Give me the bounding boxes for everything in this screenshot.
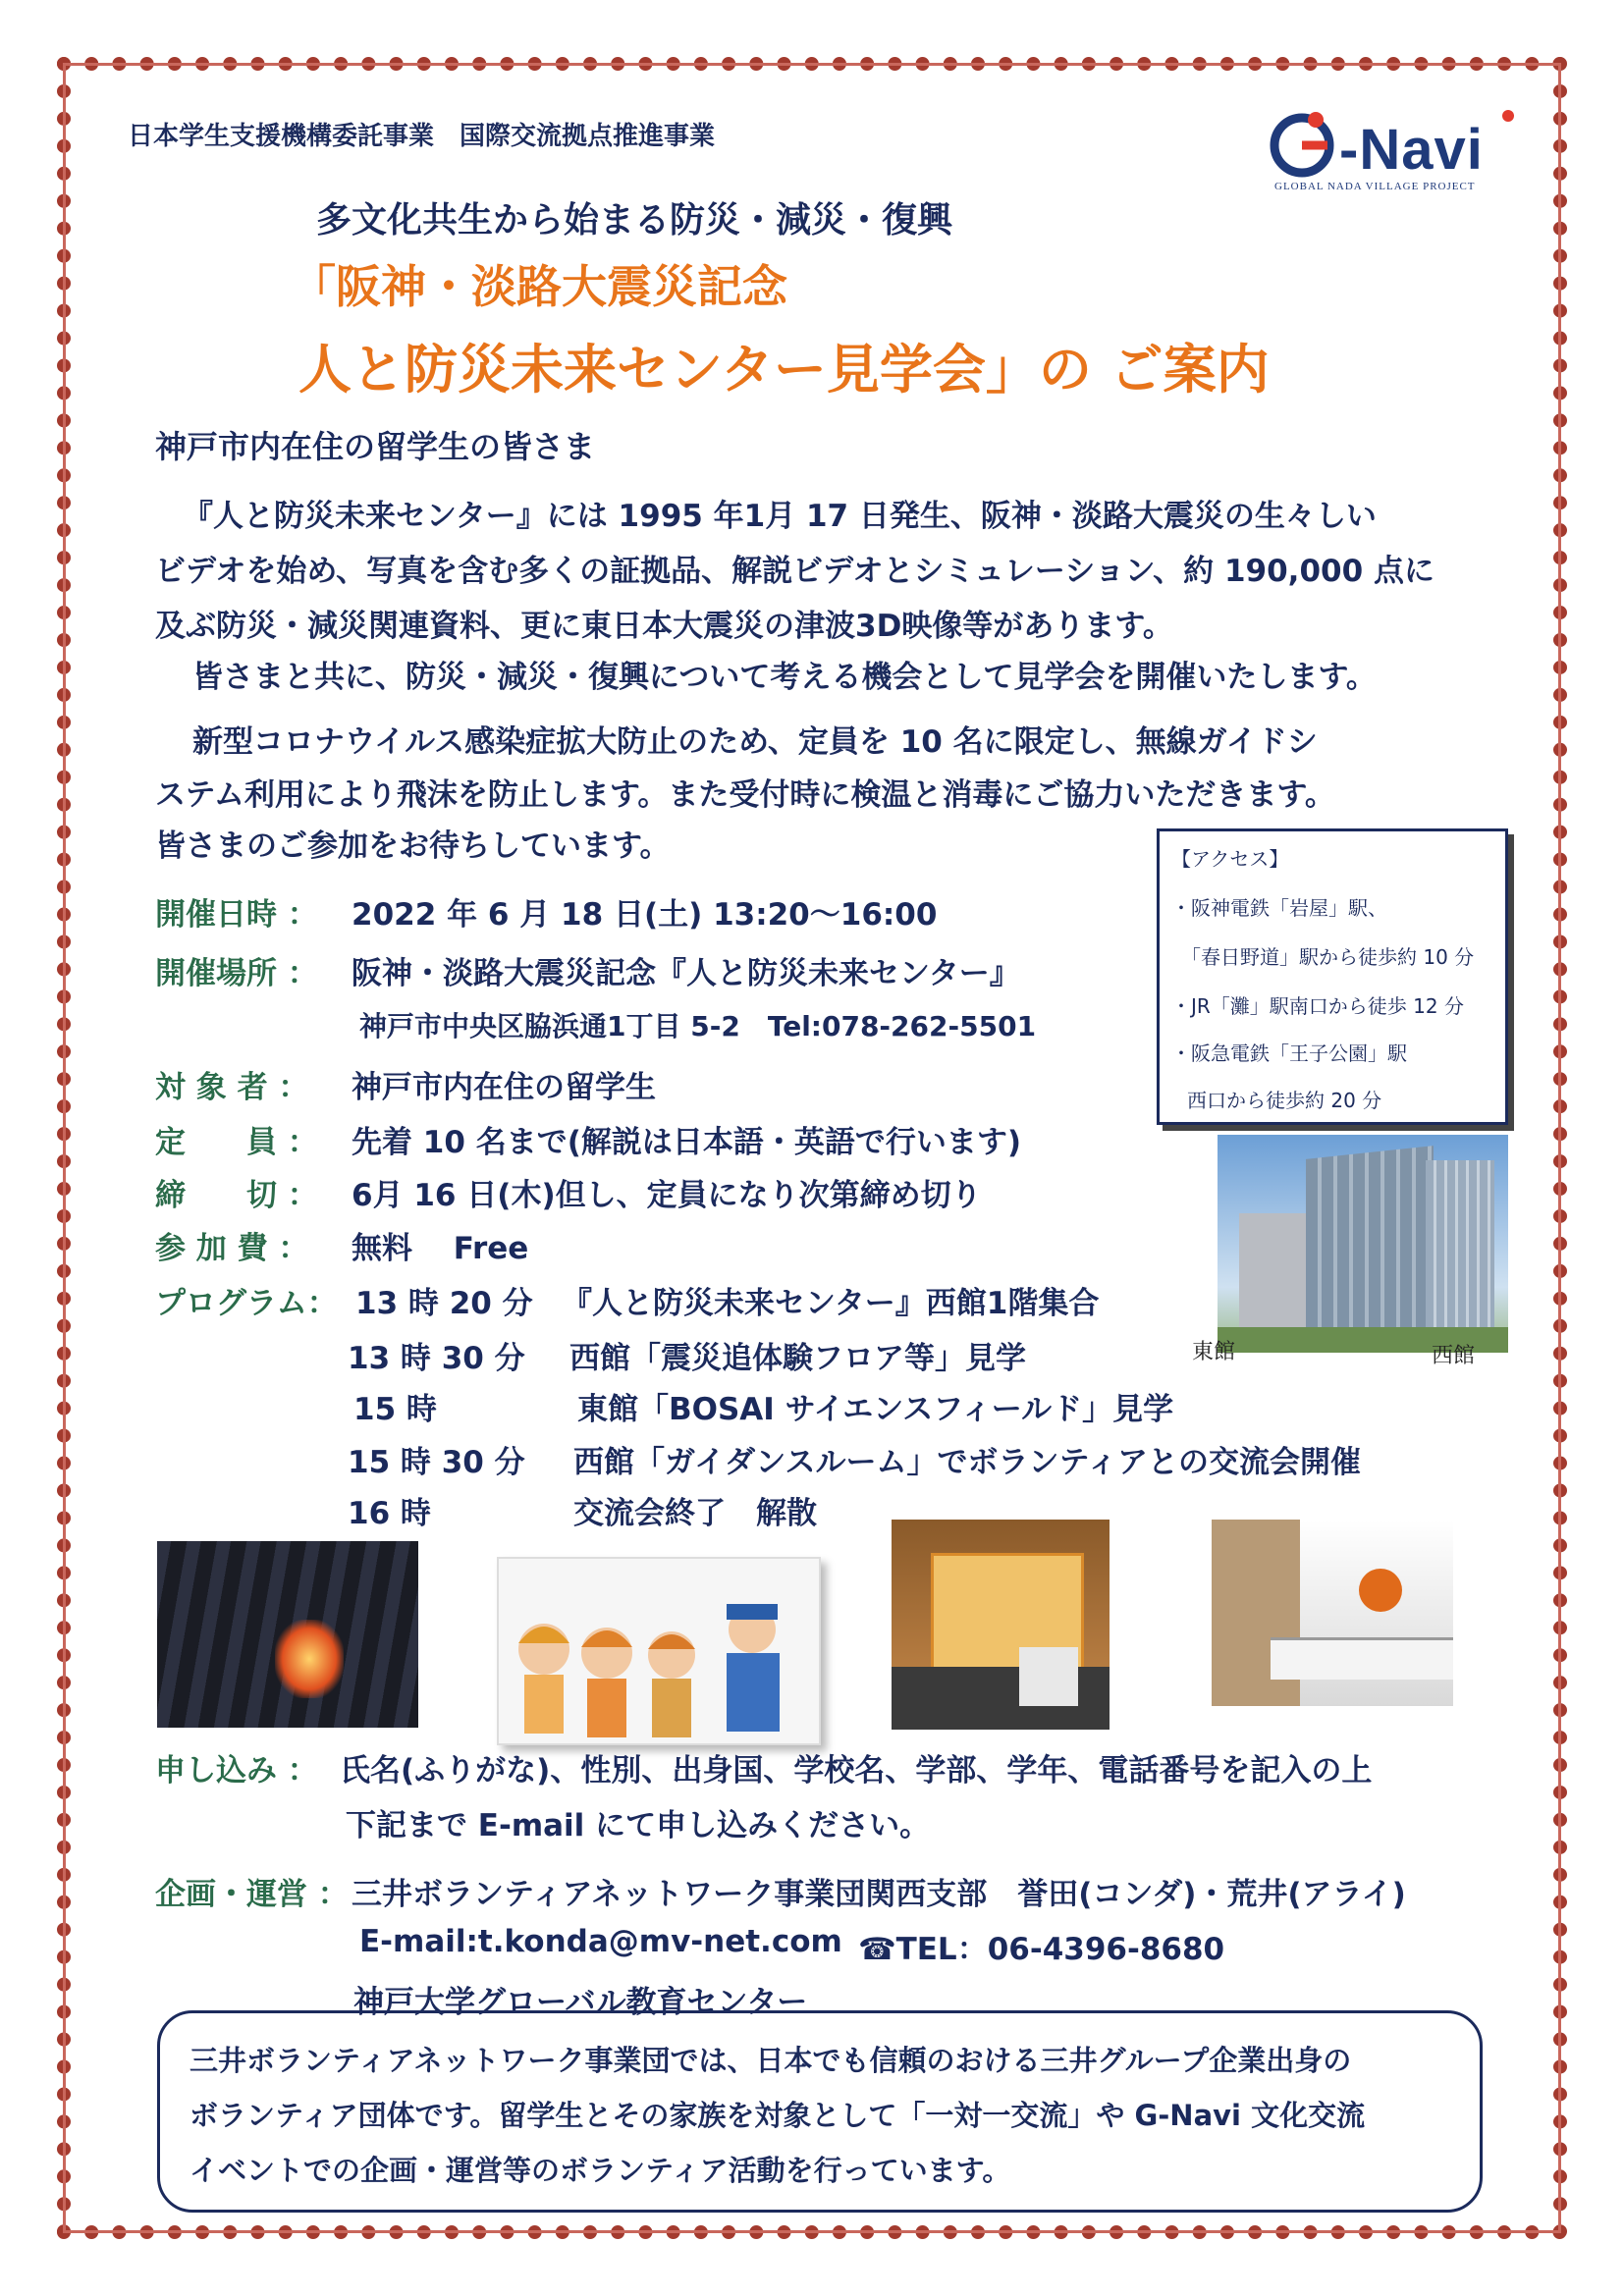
- program-desc: 西館「震災追体験フロア等」見学: [569, 1341, 1026, 1376]
- west-building-label: 西館: [1432, 1344, 1476, 1368]
- program-desc: 西館「ガイダンスルーム」でボランティアとの交流会開催: [573, 1445, 1361, 1480]
- intro-line: 及ぶ防災・減災関連資料、更に東日本大震災の津波3D映像等があります。: [155, 609, 1173, 644]
- program-time: 16 時: [348, 1496, 431, 1531]
- organizer-email[interactable]: E-mail:t.konda@mv-net.com: [359, 1924, 842, 1959]
- intro-line: 『人と防災未来センター』には 1995 年1月 17 日発生、阪神・淡路大震災の生々しい: [183, 499, 1377, 534]
- covid-line: 新型コロナウイルス感染症拡大防止のため、定員を 10 名に限定し、無線ガイドシ: [192, 724, 1318, 760]
- g-navi-logo: [1269, 108, 1532, 196]
- fee-value: 無料 Free: [352, 1231, 529, 1266]
- program-time: 13 時 20 分: [355, 1286, 533, 1321]
- place-address: 神戸市中央区脇浜通1丁目 5-2 Tel:078-262-5501: [359, 1010, 1037, 1042]
- program-desc: 『人と防災未来センター』西館1階集合: [562, 1286, 1100, 1321]
- about-line: 三井ボランティアネットワーク事業団では、日本でも信頼のおける三井グループ企業出身の: [189, 2044, 1352, 2077]
- covid-line: 皆さまのご参加をお待ちしています。: [155, 828, 671, 864]
- application-line: 下記まで E-mail にて申し込みください。: [346, 1808, 931, 1843]
- capacity-value: 先着 10 名まで(解説は日本語・英語で行います): [352, 1125, 1022, 1160]
- organizer-line: 三井ボランティアネットワーク事業団関西支部 誉田(コンダ)・荒井(アライ): [352, 1877, 1406, 1912]
- date-value: 2022 年 6 月 18 日(土) 13:20～16:00: [352, 897, 938, 933]
- east-building-label: 東館: [1192, 1340, 1236, 1364]
- program-time: 15 時: [353, 1392, 437, 1427]
- organizer-line: 神戸大学グローバル教育センター: [353, 1985, 808, 2020]
- program-desc: 交流会終了 解散: [573, 1496, 817, 1531]
- application-line: 氏名(ふりがな)、性別、出身国、学校名、学部、学年、電話番号を記入の上: [340, 1753, 1373, 1789]
- intro-line: 皆さまと共に、防災・減災・復興について考える機会として見学会を開催いたします。: [192, 660, 1377, 695]
- earthquake-reenactment-photo: [157, 1541, 418, 1728]
- access-line: ・阪急電鉄「王子公園」駅: [1171, 1041, 1407, 1065]
- program-time: 15 時 30 分: [348, 1445, 525, 1480]
- target-value: 神戸市内在住の留学生: [352, 1070, 656, 1105]
- access-line: ・阪神電鉄「岩屋」駅、: [1171, 896, 1387, 920]
- title-line-2: 「阪神・淡路大震災記念: [291, 260, 787, 313]
- program-desc: 東館「BOSAI サイエンスフィールド」見学: [577, 1392, 1174, 1427]
- sponsor-line: 日本学生支援機構委託事業 国際交流拠点推進事業: [128, 122, 716, 151]
- gallery-interior-photo: [1212, 1520, 1453, 1706]
- building-photo: [1218, 1135, 1508, 1353]
- place-value: 阪神・淡路大震災記念『人と防災未来センター』: [352, 956, 1020, 991]
- intro-line: ビデオを始め、写真を含む多くの証拠品、解説ビデオとシミュレーション、約 190,000 点に: [155, 554, 1435, 589]
- deadline-value: 6月 16 日(木)但し、定員になり次第締め切り: [352, 1178, 982, 1213]
- capacity-label: 定 員 ：: [155, 1125, 318, 1160]
- exhibit-message-photo: [892, 1520, 1110, 1730]
- logo-mark-icon: [1269, 108, 1526, 179]
- about-line: イベントでの企画・運営等のボランティア活動を行っています。: [189, 2154, 1011, 2187]
- access-line: 「春日野道」駅から徒歩約 10 分: [1181, 945, 1475, 969]
- illustration-people-icon: [497, 1557, 821, 1745]
- access-heading: 【アクセス】: [1171, 847, 1289, 871]
- access-line: 西口から徒歩約 20 分: [1187, 1089, 1382, 1112]
- logo-subtitle: GLOBAL NADA VILLAGE PROJECT: [1274, 181, 1476, 192]
- date-label: 開催日時 ：: [155, 897, 318, 933]
- access-box: [1157, 828, 1508, 1125]
- about-line: ボランティア団体です。留学生とその家族を対象として「一対一交流」や G-Navi 文化交流: [189, 2099, 1366, 2132]
- title-line-1: 多文化共生から始まる防災・減災・復興: [316, 200, 953, 240]
- program-time: 13 時 30 分: [348, 1341, 525, 1376]
- title-line-3: 人と防災未来センター見学会」の ご案内: [298, 339, 1270, 400]
- application-label: 申し込み ：: [155, 1753, 318, 1789]
- svg-text:-Navi: -Navi: [1339, 118, 1484, 179]
- organizer-tel: ☎TEL：06-4396-8680: [858, 1932, 1225, 1967]
- organizer-label: 企画・運営 ：: [155, 1877, 349, 1912]
- covid-line: ステム利用により飛沫を防止します。また受付時に検温と消毒にご協力いただきます。: [155, 777, 1335, 813]
- fee-label: 参 加 費 ：: [155, 1231, 309, 1266]
- program-label: プログラム：: [155, 1286, 338, 1321]
- deadline-label: 締 切 ：: [155, 1178, 318, 1213]
- access-line: ・JR「灘」駅南口から徒歩 12 分: [1171, 994, 1464, 1018]
- about-box: [157, 2010, 1483, 2213]
- place-label: 開催場所 ：: [155, 956, 318, 991]
- greeting: 神戸市内在住の留学生の皆さま: [155, 428, 596, 465]
- target-label: 対 象 者 ：: [155, 1070, 309, 1105]
